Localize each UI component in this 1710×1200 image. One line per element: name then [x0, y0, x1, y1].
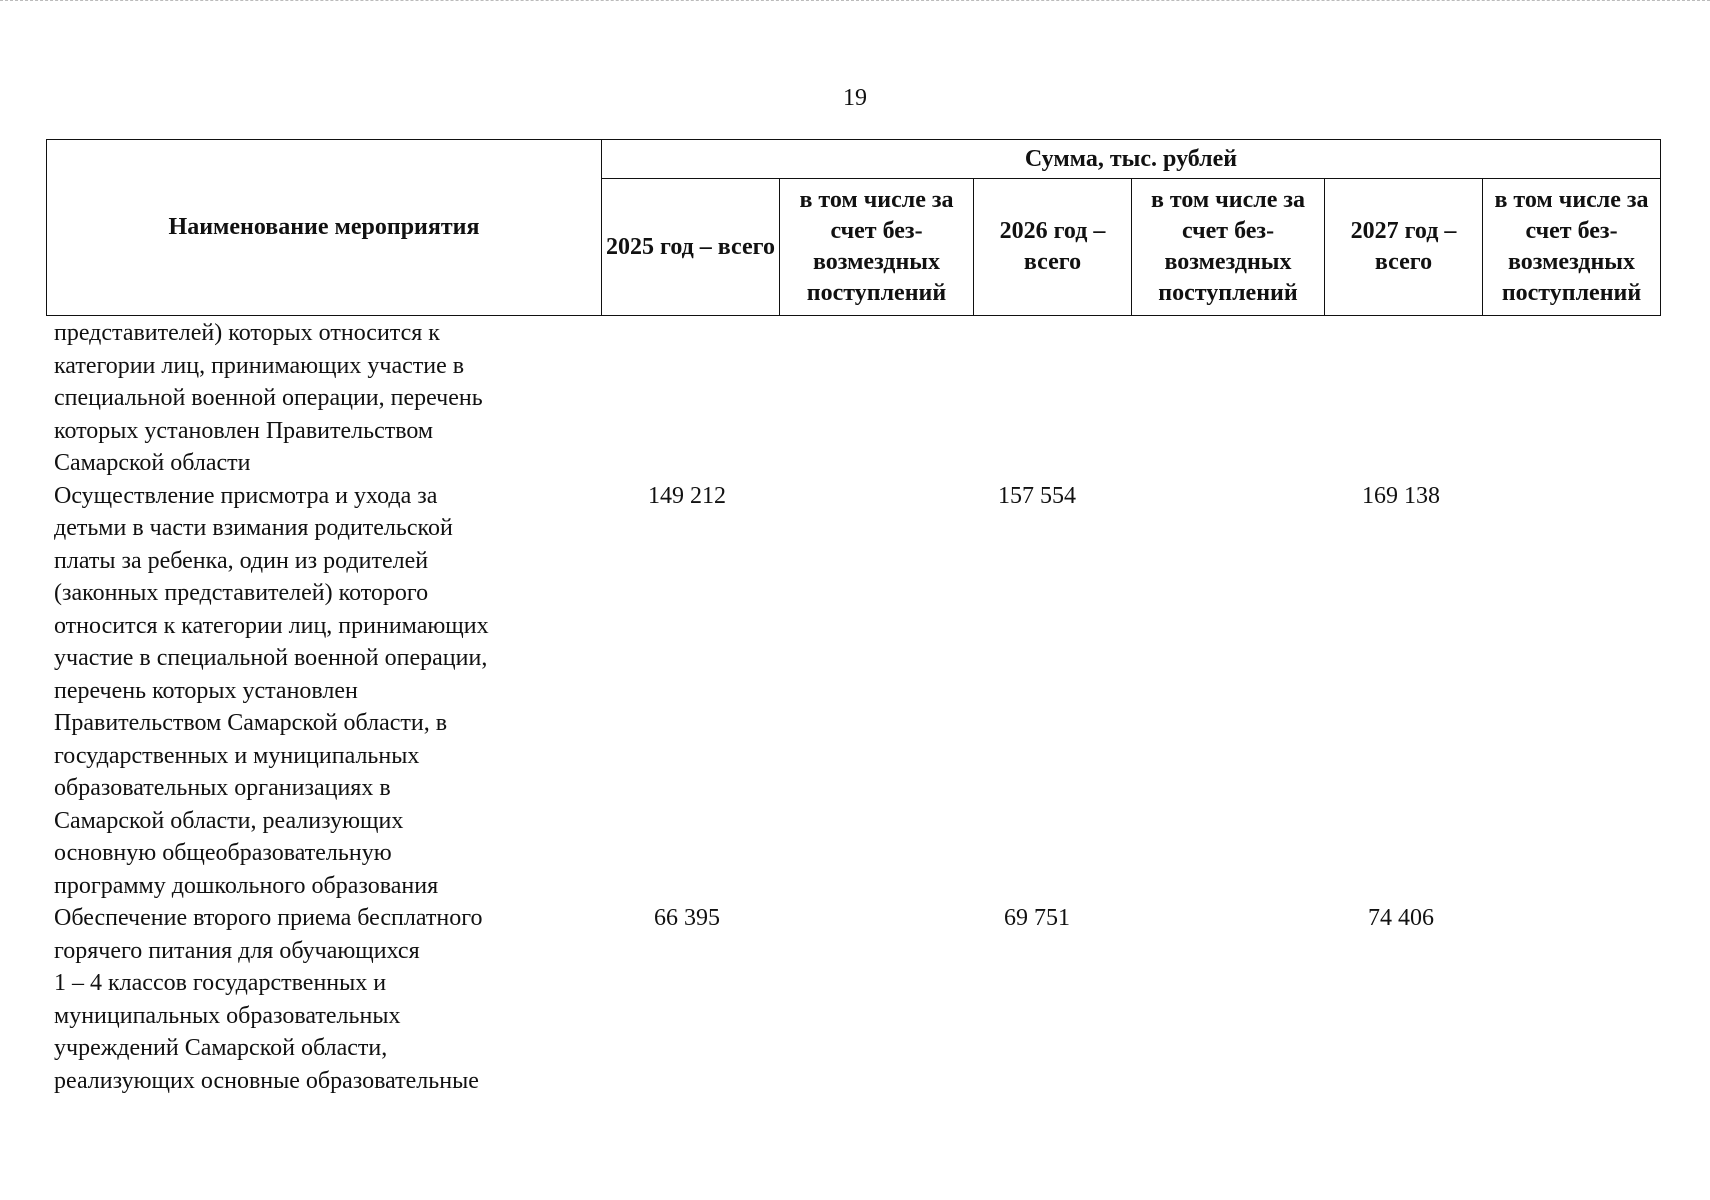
header-2026-total: 2026 год – всего [974, 179, 1132, 316]
budget-table-header [46, 139, 1661, 316]
table-row [54, 480, 1516, 903]
table-row [54, 317, 1516, 480]
amount-2025: 149 212 [648, 482, 726, 509]
amount-2026: 69 751 [1004, 905, 1070, 931]
amount-2027: 169 138 [1362, 482, 1440, 509]
amount-2025: 66 395 [654, 905, 720, 931]
amount-2027: 74 406 [1368, 905, 1434, 931]
header-2027-grants: в том числе за счет без-возмездных поступлений [1483, 179, 1661, 316]
header-activity-name: Наименование мероприятия [47, 140, 602, 316]
activity-name: Обеспечение второго приема бесплатного горячего питания для обучающихся 1 – 4 классов государственных и муниципальных образовательных учреждений Самарской области, реализующих основные образовательные [54, 905, 483, 1094]
table-row [54, 902, 1516, 1097]
header-2025-total: 2025 год – всего [602, 179, 780, 316]
header-2027-total: 2027 год – всего [1325, 179, 1483, 316]
page-number: 19 [843, 85, 867, 111]
activity-name: представителей) которых относится к категории лиц, принимающих участие в специальной военной операции, перечень которых установлен Правительством Самарской области [54, 320, 483, 476]
scan-top-edge [0, 0, 1710, 3]
header-sum-group: Сумма, тыс. рублей [602, 140, 1661, 179]
header-2025-grants: в том числе за счет без-возмездных поступлений [780, 179, 974, 316]
amount-2026: 157 554 [998, 482, 1076, 509]
budget-table-body [54, 317, 1516, 1097]
header-2026-grants: в том числе за счет без-возмездных поступлений [1132, 179, 1325, 316]
activity-name: Осуществление присмотра и ухода за детьми в части взимания родительской платы за ребенка, один из родителей (законных представителей) которого относится к категории лиц, принимающих участие в специальной военной операции, перечень которых установлен Правительством Самарской области, в государственных и муниципальных образовательных организациях в Самарской области, реализующих основную общеобразовательную программу дошкольного образования [54, 482, 489, 899]
